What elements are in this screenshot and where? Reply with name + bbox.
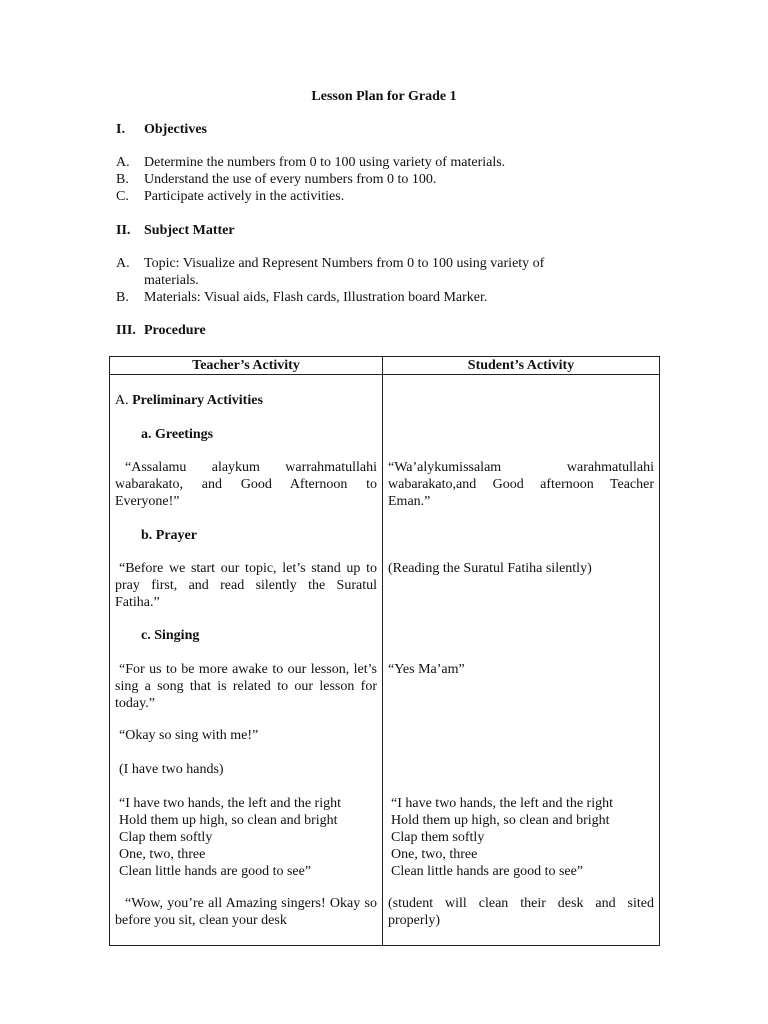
singing-heading: c. Singing: [141, 628, 200, 643]
table-row: [110, 375, 660, 946]
list-item: [116, 171, 606, 188]
table-header-row: [110, 357, 660, 375]
song-title: (I have two hands): [119, 762, 224, 777]
section-number: III.: [116, 323, 136, 338]
teacher-activity-cell: [110, 375, 383, 946]
item-letter: C.: [116, 189, 129, 204]
item-letter: B.: [116, 290, 129, 305]
greetings-reply: “Wa’alykumissalam warahmatullahi wabarakato,and Good afternoon Teacher Eman.”: [388, 460, 654, 509]
prayer-reply: (Reading the Suratul Fatiha silently): [388, 561, 592, 576]
section-number: I.: [116, 122, 125, 137]
item-text: Participate actively in the activities.: [144, 189, 345, 204]
item-letter: A.: [116, 155, 130, 170]
prayer-text: “Before we start our topic, let’s stand up to pray first, and read silently the Suratul Fatiha.”: [115, 561, 377, 610]
list-item: [116, 289, 606, 306]
singing-reply: “Yes Ma’am”: [388, 662, 465, 677]
item-letter: B.: [116, 172, 129, 187]
section-subject-matter-heading: [116, 222, 235, 239]
section-title: Objectives: [144, 122, 207, 137]
student-activity-cell: [383, 375, 660, 946]
singing-text: “For us to be more awake to our lesson, let’s sing a song that is related to our lesson for today.”: [115, 662, 377, 711]
list-item: [116, 188, 606, 205]
closing-reply: (student will clean their desk and sited properly): [388, 896, 654, 928]
item-text: Understand the use of every numbers from 0 to 100.: [144, 172, 437, 187]
song-lyrics: “I have two hands, the left and the right Hold them up high, so clean and bright Clap them softly One, two, three Clean little hands are good to see”: [119, 796, 341, 879]
list-item: [116, 255, 596, 289]
prayer-heading: b. Prayer: [141, 528, 197, 543]
preliminary-heading: [115, 392, 377, 409]
column-header-teacher: Teacher’s Activity: [110, 357, 383, 375]
column-header-student: Student’s Activity: [383, 357, 660, 375]
section-objectives-heading: [116, 121, 207, 138]
song-lyrics-student: “I have two hands, the left and the right Hold them up high, so clean and bright Clap them softly One, two, three Clean little hands are good to see”: [391, 796, 613, 879]
section-title: Subject Matter: [144, 223, 235, 238]
section-procedure-heading: [116, 322, 206, 339]
preliminary-letter: A.: [115, 393, 129, 408]
item-letter: A.: [116, 256, 130, 271]
closing-text: “Wow, you’re all Amazing singers! Okay so before you sit, clean your desk: [115, 896, 377, 928]
item-text: Topic: Visualize and Represent Numbers from 0 to 100 using variety of materials.: [144, 256, 545, 288]
sing-with-me-text: “Okay so sing with me!”: [119, 728, 259, 743]
section-title: Procedure: [144, 323, 206, 338]
section-number: II.: [116, 223, 131, 238]
preliminary-title: Preliminary Activities: [132, 393, 263, 408]
item-text: Determine the numbers from 0 to 100 using variety of materials.: [144, 155, 506, 170]
greetings-heading: a. Greetings: [141, 427, 214, 442]
page-title: Lesson Plan for Grade 1: [311, 89, 457, 104]
list-item: [116, 154, 606, 171]
procedure-table: [109, 356, 660, 946]
item-text: Materials: Visual aids, Flash cards, Illustration board Marker.: [144, 290, 488, 305]
greetings-text: “Assalamu alaykum warrahmatullahi wabarakato, and Good Afternoon to Everyone!”: [115, 460, 377, 509]
